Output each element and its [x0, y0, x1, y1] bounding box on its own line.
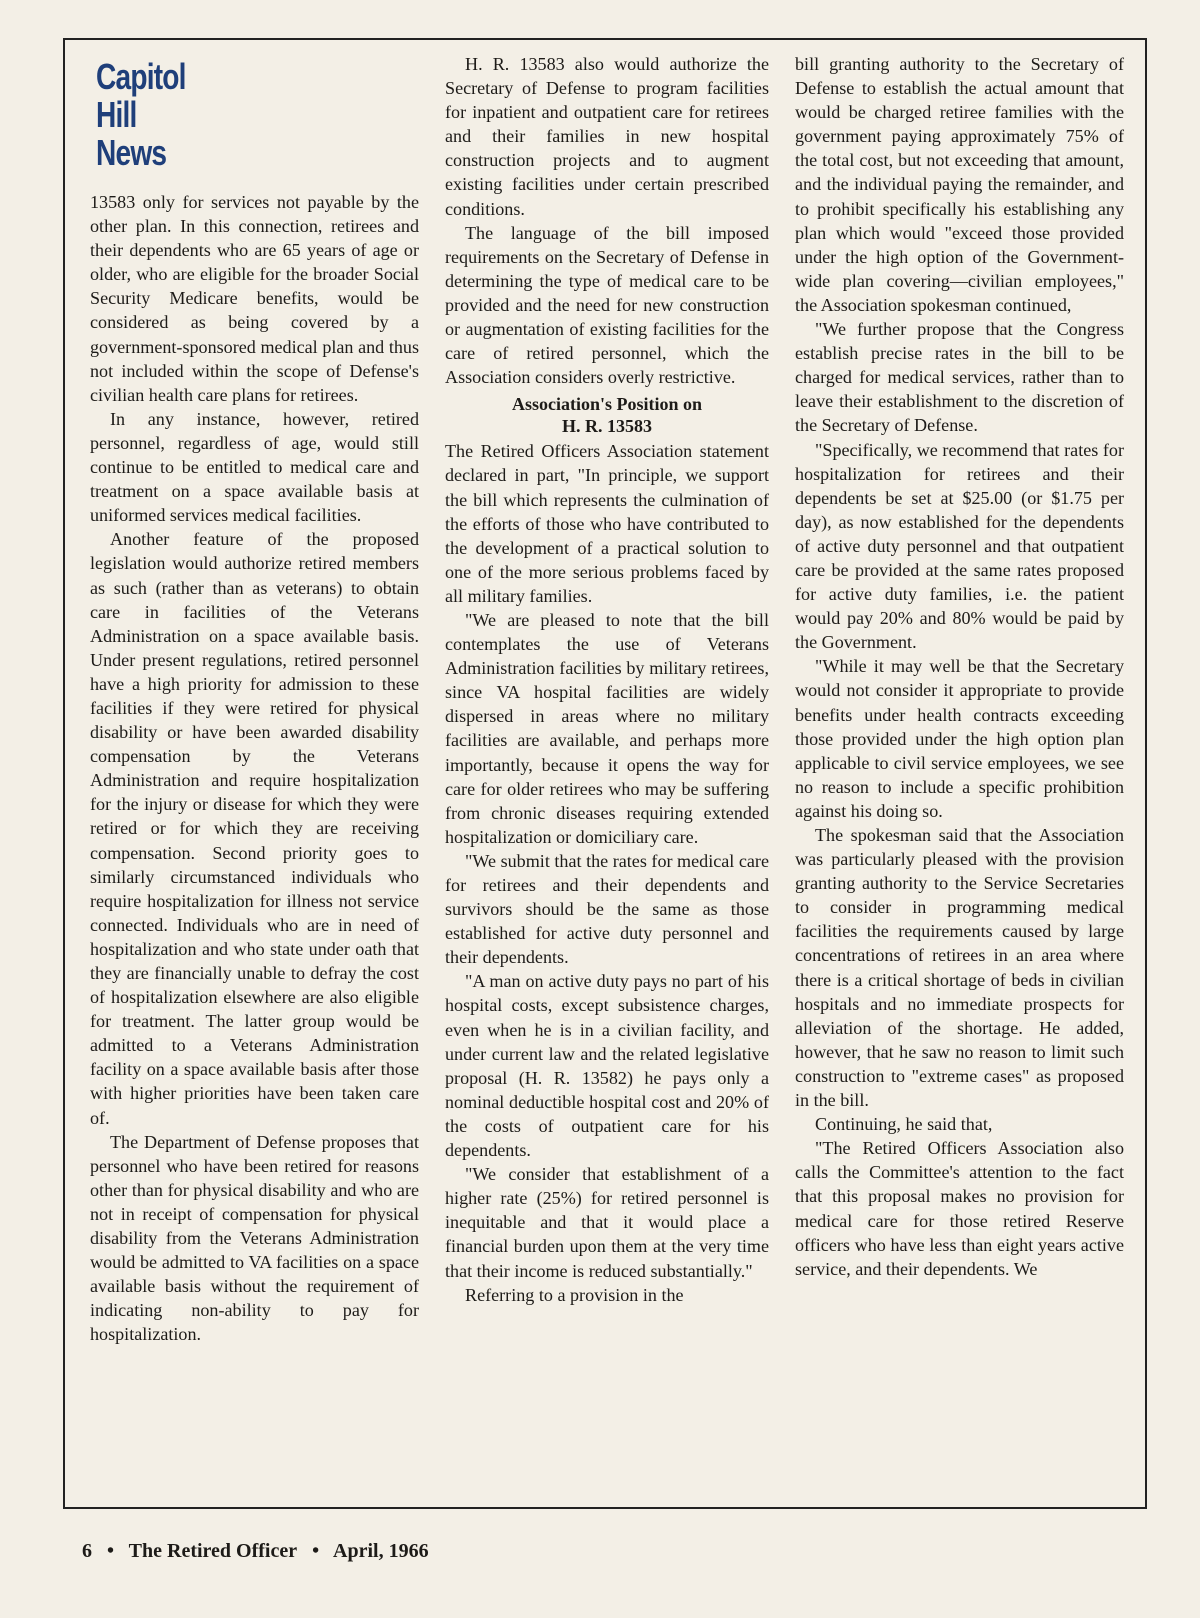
- paragraph: "We further propose that the Congress establish precise rates in the bill to be charged for medical services, rather than to leave their establishment to the discretion of the Secretary of Defense.: [795, 319, 1124, 436]
- column-2: [445, 52, 769, 1307]
- paragraph: The language of the bill imposed requirements on the Secretary of Defense in determining the type of medical care to be provided and the need for new construction or augmentation of existing facilities for the care of retired personnel, which the Association considers overly restrictive.: [445, 222, 769, 388]
- paragraph: The Retired Officers Association statement declared in part, "In principle, we support the bill which represents the culmination of the efforts of those who have contributed to the development of a practical solution to one of the more serious problems faced by all military families.: [445, 441, 769, 606]
- separator-bullet: •: [107, 1540, 115, 1562]
- column-3: [795, 52, 1124, 1281]
- publication-name: The Retired Officer: [128, 1540, 298, 1562]
- paragraph: 13583 only for services not payable by the other plan. In this connection, retirees and their dependents who are 65 years of age or older, who are eligible for the broader Social Security Medicare benefits, would be considered as being covered by a government-sponsored medical plan and thus not included within the scope of Defense's civilian health care plans for retirees.: [90, 192, 419, 405]
- paragraph: bill granting authority to the Secretary of Defense to establish the actual amount that would be charged retiree families with the government paying approximately 75% of the total cost, but not exceeding that amount, and the individual paying the remainder, and to prohibit specifically his establishing any plan which would "exceed those provided under the high option of the Government-wide plan covering—civilian employees," the Association spokesman continued,: [795, 54, 1124, 315]
- issue-date: April, 1966: [333, 1540, 429, 1562]
- subheading-line-1: Association's Position on: [511, 394, 703, 415]
- paragraph: In any instance, however, retired personnel, regardless of age, would still continue to be entitled to medical care and treatment on a space available basis at uniformed services medical facilities.: [90, 408, 419, 526]
- column-1: [90, 190, 419, 1347]
- paragraph: "We consider that establishment of a higher rate (25%) for retired personnel is inequitable and that it would place a financial burden upon them at the very time that their income is reduced substantially.": [445, 1164, 769, 1281]
- heading-line-3: News: [96, 132, 167, 173]
- paragraph: The Department of Defense proposes that personnel who have been retired for reasons other than for physical disability and who are not in receipt of compensation for physical disability from the Veterans Administration would be admitted to VA facilities on a space available basis without the requirement of indicating non-ability to pay for hospitalization.: [90, 1131, 419, 1345]
- paragraph: The spokesman said that the Association was particularly pleased with the provision granting authority to the Service Secretaries to consider in programming medical facilities the requirements caused by large concentrations of retirees in an area where there is a critical shortage of beds in civilian hospitals and no immediate prospects for alleviation of the shortage. He added, however, that he saw no reason to limit such construction to "extreme cases" as proposed in the bill.: [795, 825, 1124, 1111]
- subheading-line-2: H. R. 13583: [562, 416, 652, 437]
- paragraph: "We are pleased to note that the bill contemplates the use of Veterans Administration facilities by military retirees, since VA hospital facilities are widely dispersed in areas where no military facilities are available, and perhaps more importantly, because it opens the way for care for older retirees who may be suffering from chronic diseases requiring extended hospitalization or domiciliary care.: [445, 609, 769, 847]
- subheading: [445, 393, 769, 437]
- heading-line-2: Hill: [96, 94, 137, 135]
- page-footer: [82, 1540, 439, 1563]
- page-number: 6: [82, 1540, 92, 1562]
- paragraph: Another feature of the proposed legislation would authorize retired members as such (rather than as veterans) to obtain care in facilities of the Veterans Administration on a space available basis. Under present regulations, retired personnel have a high priority for admission to these facilities if they were retired for physical disability or have been awarded disability compensation by the Veterans Administration and require hospitalization for the injury or disease for which they were retired or for which they are receiving compensation. Second priority goes to similarly circumstanced individuals who require hospitalization for illness not service connected. Individuals who are in need of hospitalization and who state under oath that they are financially unable to defray the cost of hospitalization elsewhere are also eligible for treatment. The latter group would be admitted to a Veterans Administration facility on a space available basis after those with higher priorities have been taken care of.: [90, 529, 419, 1128]
- separator-bullet: •: [312, 1540, 320, 1562]
- section-heading: [96, 58, 186, 172]
- paragraph: Referring to a provision in the: [465, 1284, 684, 1305]
- paragraph: "A man on active duty pays no part of his hospital costs, except subsistence charges, even when he is in a civilian facility, and under current law and the related legislative proposal (H. R. 13582) he pays only a nominal deductible hospital cost and 20% of the costs of outpatient care for his dependents.: [445, 971, 769, 1161]
- paragraph: "While it may well be that the Secretary would not consider it appropriate to provide benefits under health contracts exceeding those provided under the high option plan applicable to civil service employees, we see no reason to include a specific prohibition against his doing so.: [795, 656, 1124, 821]
- paragraph: "Specifically, we recommend that rates for hospitalization for retirees and their dependents be set at $25.00 (or $1.75 per day), as now established for the dependents of active duty personnel and that outpatient care be provided at the same rates proposed for active duty families, i.e. the patient would pay 20% and 80% would be paid by the Government.: [795, 439, 1124, 653]
- paragraph: Continuing, he said that,: [815, 1114, 993, 1135]
- paragraph: H. R. 13583 also would authorize the Secretary of Defense to program facilities for inpatient and outpatient care for retirees and their families in new hospital construction projects and to augment existing facilities under certain prescribed conditions.: [445, 54, 769, 219]
- heading-line-1: Capitol: [96, 56, 186, 97]
- paragraph: "The Retired Officers Association also calls the Committee's attention to the fact that this proposal makes no provision for medical care for those retired Reserve officers who have less than eight years active service, and their dependents. We: [795, 1138, 1124, 1279]
- paragraph: "We submit that the rates for medical care for retirees and their dependents and survivors should be the same as those established for active duty personnel and their dependents.: [445, 850, 769, 968]
